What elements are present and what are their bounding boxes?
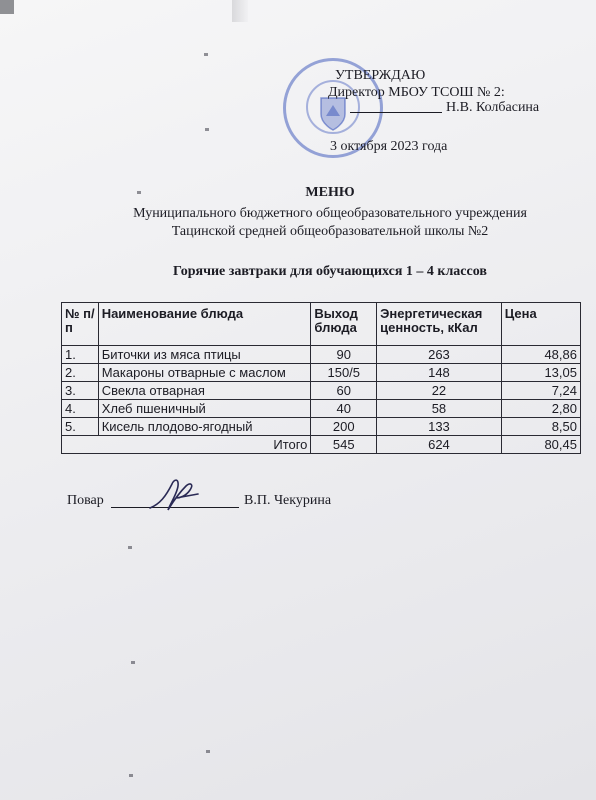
cell-name: Макароны отварные с маслом <box>98 364 311 382</box>
cell-price: 8,50 <box>501 418 580 436</box>
cell-energy: 148 <box>377 364 502 382</box>
table-header-row <box>62 303 581 346</box>
table-row <box>62 418 581 436</box>
approval-date: 3 октября 2023 года <box>330 139 448 154</box>
total-price: 80,45 <box>501 436 580 454</box>
cell-price: 48,86 <box>501 346 580 364</box>
paper-speck <box>204 53 208 56</box>
cell-name: Хлеб пшеничный <box>98 400 311 418</box>
paper-speck <box>131 661 135 664</box>
total-output: 545 <box>311 436 377 454</box>
cell-output: 150/5 <box>311 364 377 382</box>
cell-output: 200 <box>311 418 377 436</box>
cell-output: 90 <box>311 346 377 364</box>
paper-speck <box>205 128 209 131</box>
paper-fold <box>232 0 248 22</box>
cook-signature <box>146 474 206 514</box>
cell-name: Свекла отварная <box>98 382 311 400</box>
cell-name: Биточки из мяса птицы <box>98 346 311 364</box>
cook-name: В.П. Чекурина <box>244 493 332 508</box>
table-row <box>62 346 581 364</box>
table-row <box>62 382 581 400</box>
header-num: № п/п <box>62 303 99 346</box>
cell-energy: 133 <box>377 418 502 436</box>
cell-price: 13,05 <box>501 364 580 382</box>
cell-price: 2,80 <box>501 400 580 418</box>
header-name: Наименование блюда <box>98 303 311 346</box>
header-output: Выход блюда <box>311 303 377 346</box>
cell-num: 3. <box>62 382 99 400</box>
cell-energy: 58 <box>377 400 502 418</box>
page-corner <box>0 0 14 14</box>
approval-director: Директор МБОУ ТСОШ № 2: <box>328 85 505 100</box>
cell-num: 5. <box>62 418 99 436</box>
table-total-row <box>62 436 581 454</box>
cell-num: 4. <box>62 400 99 418</box>
director-signature-line <box>350 112 442 113</box>
director-name: Н.В. Колбасина <box>446 100 540 115</box>
paper-speck <box>129 774 133 777</box>
paper-speck <box>206 750 210 753</box>
cell-name: Кисель плодово-ягодный <box>98 418 311 436</box>
coat-of-arms-icon <box>318 96 348 132</box>
table-row <box>62 364 581 382</box>
cell-price: 7,24 <box>501 382 580 400</box>
total-energy: 624 <box>377 436 502 454</box>
cell-output: 60 <box>311 382 377 400</box>
cell-output: 40 <box>311 400 377 418</box>
cell-energy: 263 <box>377 346 502 364</box>
cook-label: Повар <box>67 493 104 508</box>
approval-title: УТВЕРЖДАЮ <box>335 68 426 83</box>
menu-table <box>61 302 581 454</box>
cell-num: 1. <box>62 346 99 364</box>
header-energy: Энергетическая ценность, кКал <box>377 303 502 346</box>
organization-line-2: Тацинской средней общеобразовательной школы №2 <box>171 224 489 239</box>
cell-num: 2. <box>62 364 99 382</box>
total-label: Итого <box>62 436 311 454</box>
header-price: Цена <box>501 303 580 346</box>
table-row <box>62 400 581 418</box>
menu-subtitle: Горячие завтраки для обучающихся 1 – 4 классов <box>173 264 487 279</box>
paper-speck <box>128 546 132 549</box>
paper-speck <box>137 191 141 194</box>
page-title: МЕНЮ <box>305 185 355 200</box>
organization-line-1: Муниципального бюджетного общеобразовательного учреждения <box>133 206 527 221</box>
cell-energy: 22 <box>377 382 502 400</box>
